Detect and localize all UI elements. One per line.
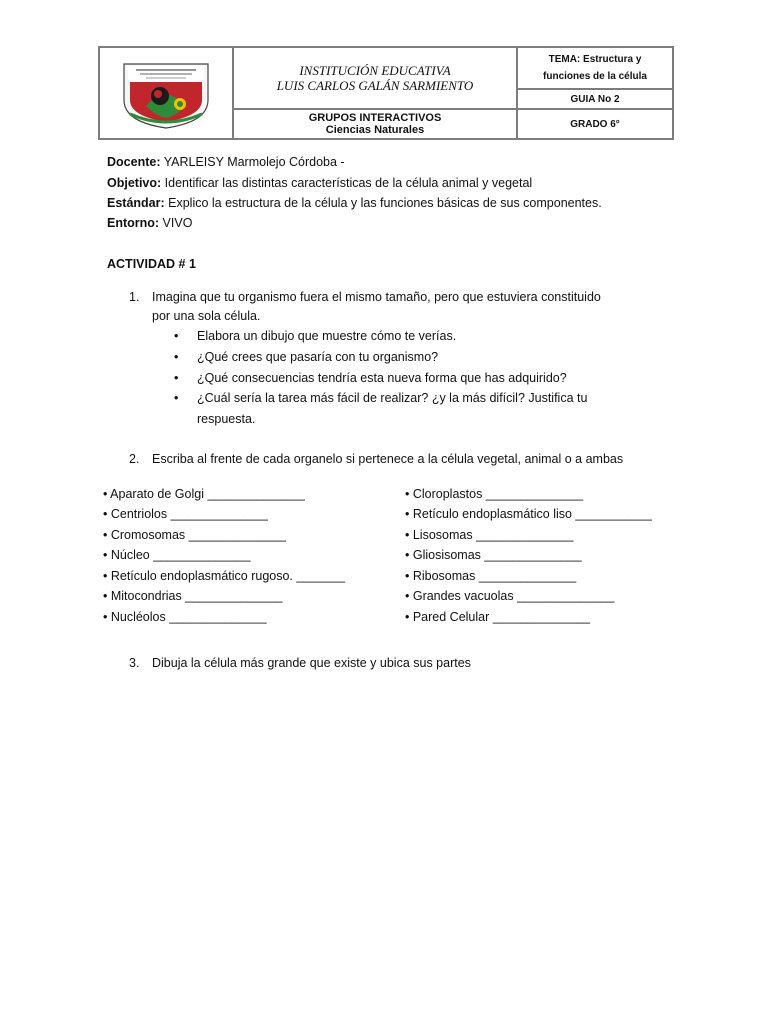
entorno-label: Entorno: [107, 216, 160, 230]
grado-value: GRADO 6° [570, 118, 620, 130]
docente-line [107, 155, 345, 169]
organelle-right-6: • Grandes vacuolas ______________ [405, 589, 615, 603]
organelle-right-7: • Pared Celular ______________ [405, 610, 591, 624]
q1-bullet-4-continuation: respuesta. [197, 412, 256, 426]
institution-name-line1: INSTITUCIÓN EDUCATIVA [299, 63, 451, 78]
bullet-dot: • [174, 350, 179, 364]
tema-line2: funciones de la célula [543, 71, 647, 82]
entorno-line [107, 216, 192, 230]
organelle-right-4: • Gliosisomas ______________ [405, 548, 582, 562]
institution-name-line2: LUIS CARLOS GALÁN SARMIENTO [276, 78, 474, 93]
groups-subject: Ciencias Naturales [325, 124, 425, 136]
q2-number: 2. [129, 452, 140, 466]
bullet-dot: • [174, 391, 179, 405]
q1-bullet-4: ¿Cuál sería la tarea más fácil de realizar? ¿y la más difícil? Justifica tu [197, 391, 588, 405]
q1-line2: por una sola célula. [152, 309, 261, 323]
objetivo-line [107, 176, 532, 190]
q1-bullet-2: ¿Qué crees que pasaría con tu organismo? [197, 350, 439, 364]
tema-line1: TEMA: Estructura y [548, 54, 642, 65]
organelle-right-5: • Ribosomas ______________ [405, 569, 577, 583]
organelle-right-3: • Lisosomas ______________ [405, 528, 574, 542]
guia-number: GUIA No 2 [570, 93, 620, 105]
organelle-left-4: • Núcleo ______________ [103, 548, 251, 562]
estandar-line [107, 196, 602, 210]
q3-number: 3. [129, 656, 140, 670]
q1-line1: Imagina que tu organismo fuera el mismo tamaño, pero que estuviera constituido [152, 290, 601, 304]
q2-text: Escriba al frente de cada organelo si pertenece a la célula vegetal, animal o a ambas [152, 452, 624, 466]
q1-bullet-1: Elabora un dibujo que muestre cómo te verías. [197, 329, 457, 343]
organelle-left-3: • Cromosomas ______________ [103, 528, 286, 542]
bullet-dot: • [174, 329, 179, 343]
actividad-title: ACTIVIDAD # 1 [107, 257, 196, 271]
q1-bullet-3: ¿Qué consecuencias tendría esta nueva forma que has adquirido? [197, 371, 567, 385]
objetivo-value: Identificar las distintas características de la célula animal y vegetal [161, 176, 533, 190]
docente-value: YARLEISY Marmolejo Córdoba - [160, 155, 345, 169]
organelle-right-1: • Cloroplastos ______________ [405, 487, 584, 501]
estandar-label: Estándar: [107, 196, 165, 210]
organelle-left-6: • Mitocondrias ______________ [103, 589, 283, 603]
entorno-value: VIVO [159, 216, 193, 230]
q3-text: Dibuja la célula más grande que existe y ubica sus partes [152, 656, 471, 670]
docente-label: Docente: [107, 155, 161, 169]
groups-title: GRUPOS INTERACTIVOS [308, 112, 442, 124]
organelle-left-5: • Retículo endoplasmático rugoso. _______ [103, 569, 346, 583]
organelle-right-2: • Retículo endoplasmático liso ___________ [405, 507, 652, 521]
q1-number: 1. [129, 290, 140, 304]
organelle-left-1: • Aparato de Golgi ______________ [103, 487, 305, 501]
organelle-left-7: • Nucléolos ______________ [103, 610, 267, 624]
objetivo-label: Objetivo: [107, 176, 162, 190]
organelle-left-2: • Centriolos ______________ [103, 507, 268, 521]
estandar-value: Explico la estructura de la célula y las funciones básicas de sus componentes. [164, 196, 602, 210]
bullet-dot: • [174, 371, 179, 385]
